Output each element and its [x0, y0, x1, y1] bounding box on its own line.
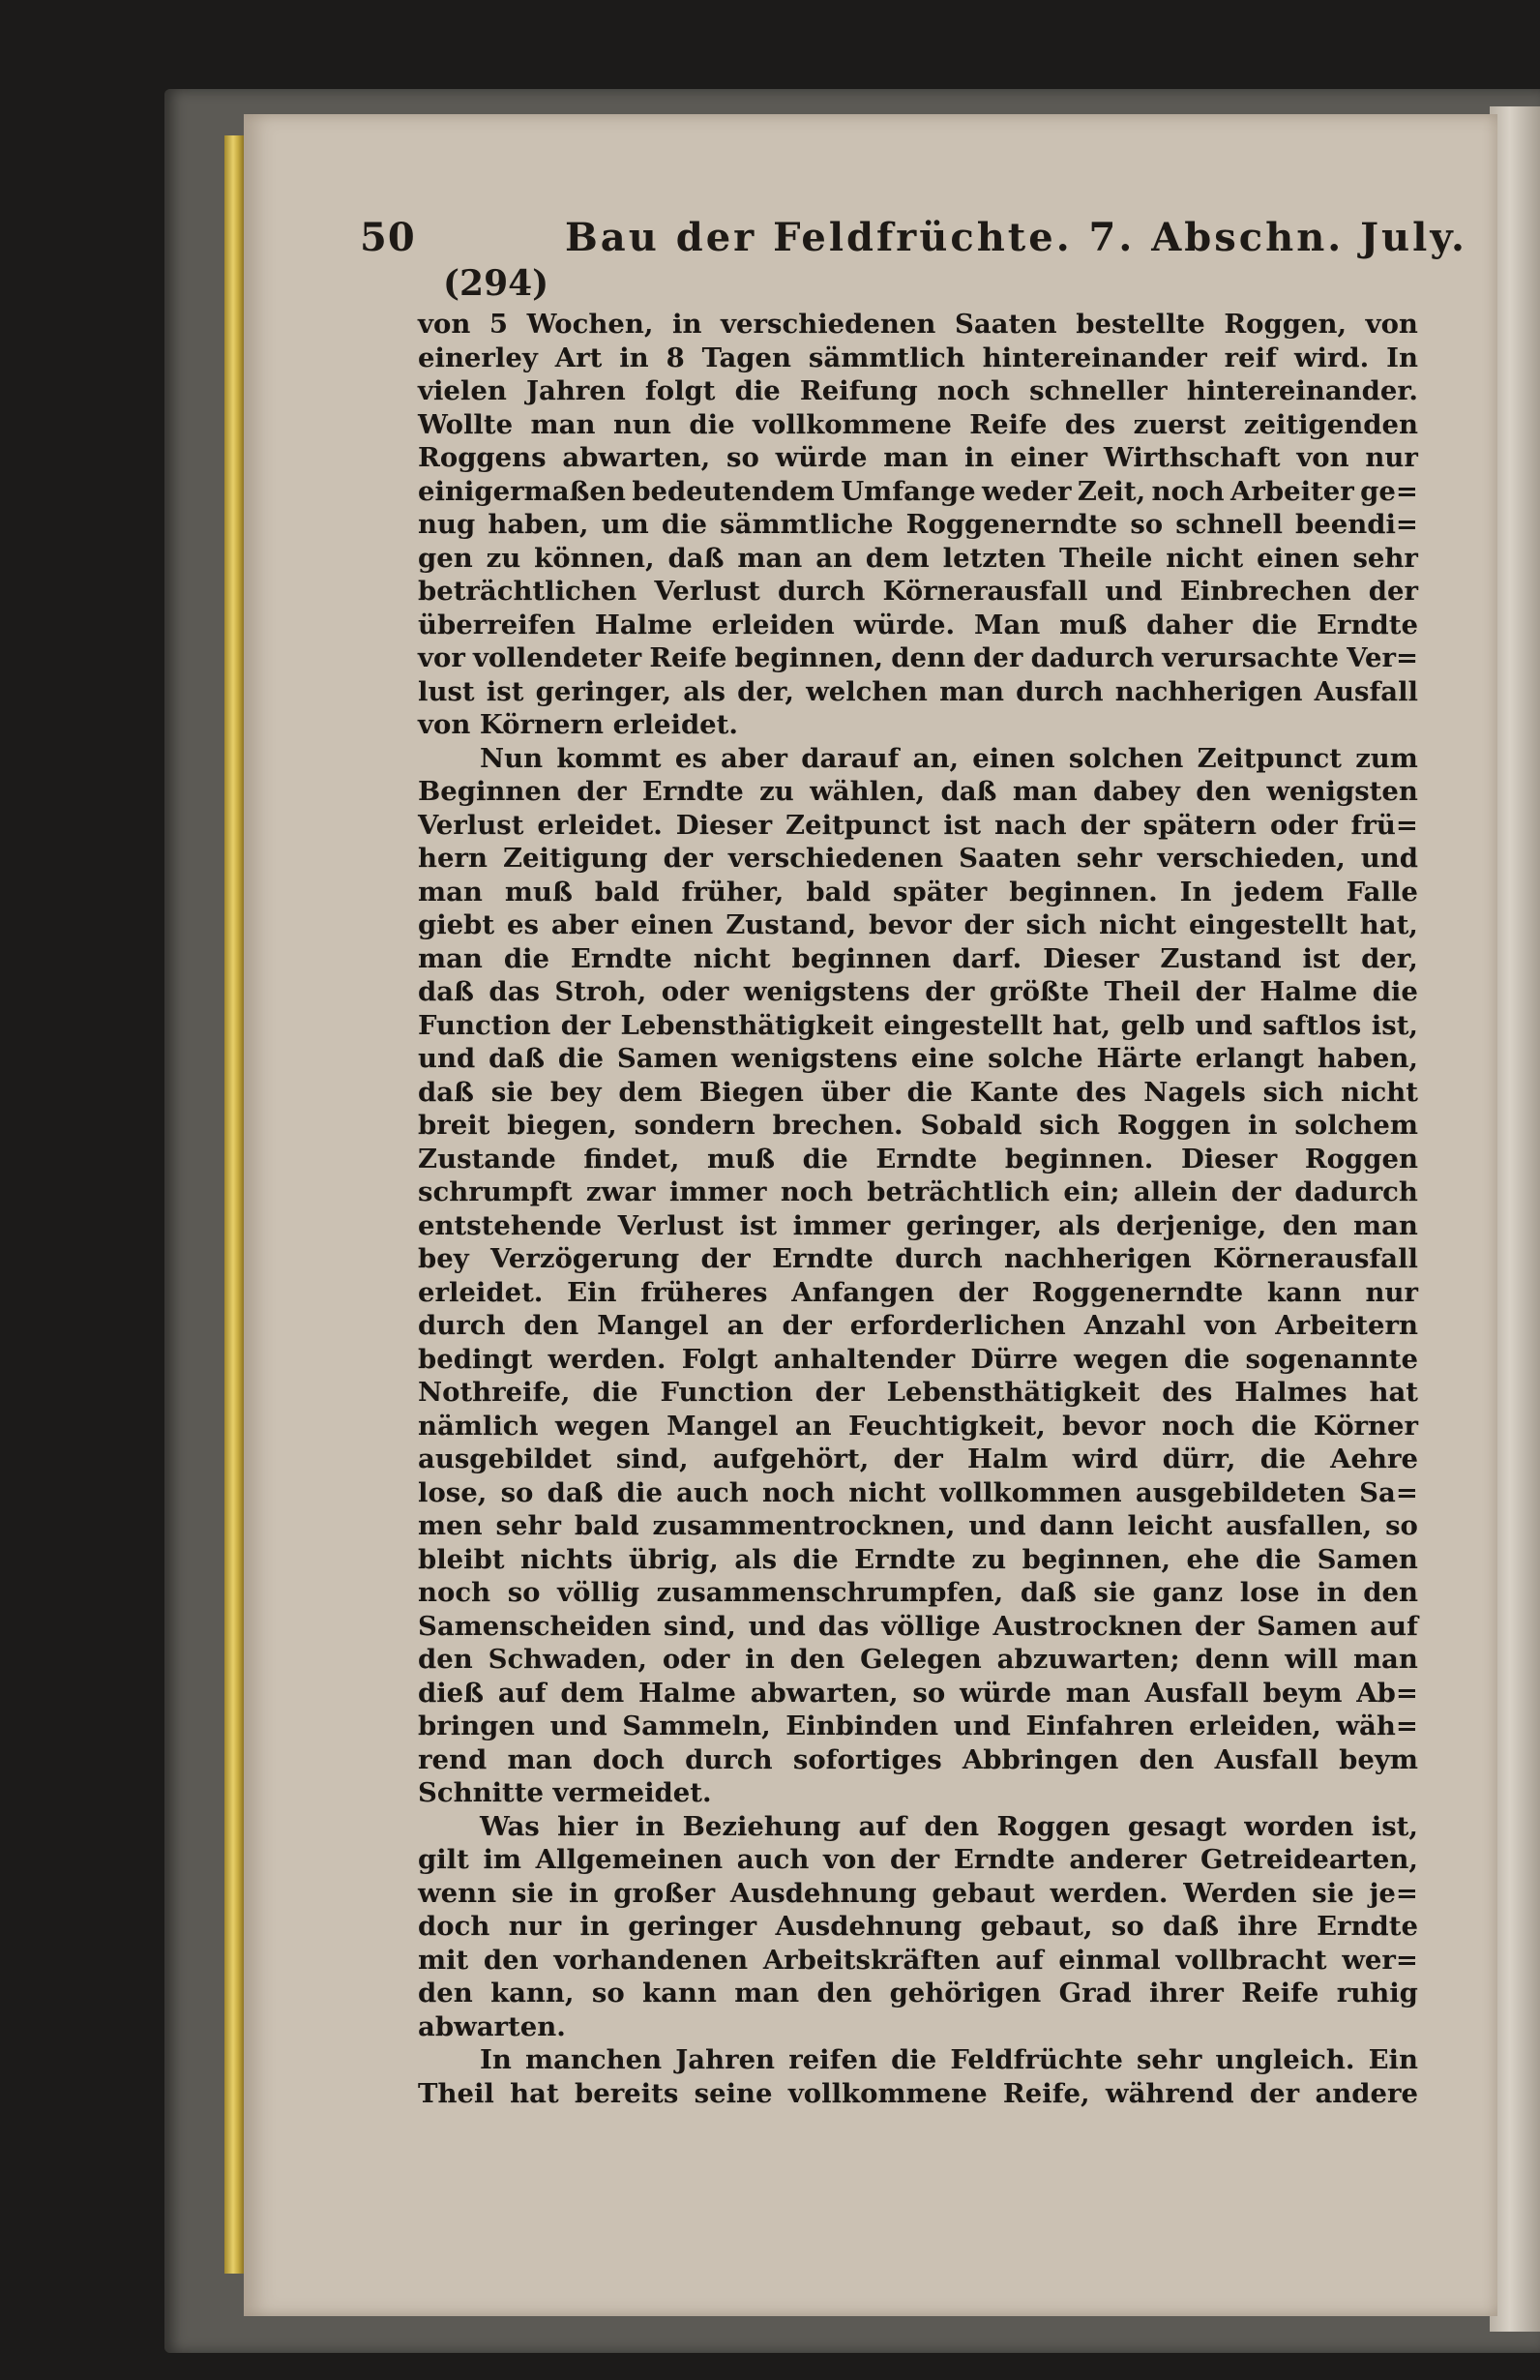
text-line: Theil hat bereits seine vollkommene Reife, während der andere: [418, 2077, 1418, 2109]
text-line: entstehende Verlust ist immer geringer, als derjenige, den man: [418, 1209, 1418, 1241]
text-line: gen zu können, daß man an dem letzten Theile nicht einen sehr: [418, 542, 1418, 574]
text-line: noch so völlig zusammenschrumpfen, daß sie ganz lose in den: [418, 1577, 1418, 1608]
text-line: einerley Art in 8 Tagen sämmtlich hintereinander reif wird. In: [418, 342, 1418, 373]
text-line: doch nur in geringer Ausdehnung gebaut, so daß ihre Erndte: [418, 1911, 1418, 1942]
text-line: Verlust erleidet. Dieser Zeitpunct ist nach der spätern oder frü=: [418, 809, 1418, 841]
text-line: In manchen Jahren reifen die Feldfrüchte sehr ungleich. Ein: [480, 2044, 1418, 2075]
text-line: einigermaßen bedeutendem Umfange weder Zeit, noch Arbeiter ge=: [418, 475, 1418, 507]
text-line: nämlich wegen Mangel an Feuchtigkeit, bevor noch die Körner: [418, 1410, 1418, 1442]
text-line: daß das Stroh, oder wenigstens der größte Theil der Halme die: [418, 976, 1418, 1007]
text-line: hern Zeitigung der verschiedenen Saaten sehr verschieden, und: [418, 843, 1418, 874]
text-line: überreifen Halme erleiden würde. Man muß daher die Erndte: [418, 609, 1418, 640]
text-line: Wollte man nun die vollkommene Reife des zuerst zeitigenden: [418, 408, 1418, 440]
text-line: von Körnern erleidet.: [418, 709, 738, 740]
text-line: bedingt werden. Folgt anhaltender Dürre wegen die sogenannte: [418, 1343, 1418, 1375]
text-line: bey Verzögerung der Erndte durch nachherigen Körnerausfall: [418, 1243, 1418, 1274]
text-line: Schnitte vermeidet.: [418, 1777, 712, 1808]
text-line: abwarten.: [418, 2010, 566, 2042]
sheet-number: (294): [443, 263, 549, 304]
text-line: durch den Mangel an der erforderlichen Anzahl von Arbeitern: [418, 1310, 1418, 1341]
text-line: breit biegen, sondern brechen. Sobald sich Roggen in solchem: [418, 1110, 1418, 1141]
text-line: rend man doch durch sofortiges Abbringen den Ausfall beym: [418, 1743, 1418, 1775]
text-line: beträchtlichen Verlust durch Körnerausfall und Einbrechen der: [418, 576, 1418, 607]
page-number: 50: [360, 215, 416, 260]
text-line: dieß auf dem Halme abwarten, so würde man Ausfall beym Ab=: [418, 1677, 1418, 1709]
text-line: men sehr bald zusammentrocknen, und dann leicht ausfallen, so: [418, 1510, 1418, 1541]
page-header: [360, 215, 1467, 269]
text-line: Function der Lebensthätigkeit eingestellt hat, gelb und saftlos ist,: [418, 1009, 1418, 1041]
text-line: und daß die Samen wenigstens eine solche Härte erlangt haben,: [418, 1043, 1418, 1074]
text-line: nug haben, um die sämmtliche Roggenerndte so schnell beendi=: [418, 509, 1418, 540]
text-line: Beginnen der Erndte zu wählen, daß man dabey den wenigsten: [418, 776, 1418, 807]
text-line: Roggens abwarten, so würde man in einer Wirthschaft von nur: [418, 442, 1418, 473]
gilt-page-edge: [224, 135, 244, 2274]
text-line: von 5 Wochen, in verschiedenen Saaten bestellte Roggen, von: [418, 309, 1418, 340]
text-line: Nothreife, die Function der Lebensthätigkeit des Halmes hat: [418, 1377, 1418, 1408]
text-line: bleibt nichts übrig, als die Erndte zu beginnen, ehe die Samen: [418, 1543, 1418, 1575]
text-line: bringen und Sammeln, Einbinden und Einfahren erleiden, wäh=: [418, 1711, 1418, 1741]
text-line: vor vollendeter Reife beginnen, denn der dadurch verursachte Ver=: [418, 642, 1418, 673]
text-line: den kann, so kann man den gehörigen Grad ihrer Reife ruhig: [418, 1978, 1418, 2008]
text-line: wenn sie in großer Ausdehnung gebaut werden. Werden sie je=: [418, 1877, 1418, 1909]
text-line: vielen Jahren folgt die Reifung noch schneller hintereinander.: [418, 375, 1418, 406]
text-line: giebt es aber einen Zustand, bevor der sich nicht eingestellt hat,: [418, 909, 1418, 940]
body-text: [418, 308, 1418, 2110]
text-line: lust ist geringer, als der, welchen man durch nachherigen Ausfall: [418, 675, 1418, 707]
text-line: man die Erndte nicht beginnen darf. Dieser Zustand ist der,: [418, 942, 1418, 974]
text-line: gilt im Allgemeinen auch von der Erndte anderer Getreidearten,: [418, 1844, 1418, 1875]
text-line: lose, so daß die auch noch nicht vollkommen ausgebildeten Sa=: [418, 1476, 1418, 1508]
text-line: schrumpft zwar immer noch beträchtlich ein; allein der dadurch: [418, 1176, 1418, 1207]
text-line: Samenscheiden sind, und das völlige Austrocknen der Samen auf: [418, 1610, 1418, 1642]
text-line: Nun kommt es aber darauf an, einen solchen Zeitpunct zum: [480, 742, 1418, 774]
text-line: erleidet. Ein früheres Anfangen der Roggenerndte kann nur: [418, 1276, 1418, 1308]
running-title: Bau der Feldfrüchte. 7. Abschn. July.: [565, 215, 1467, 260]
text-line: mit den vorhandenen Arbeitskräften auf einmal vollbracht wer=: [418, 1944, 1418, 1976]
text-line: ausgebildet sind, aufgehört, der Halm wird dürr, die Aehre: [418, 1443, 1418, 1474]
text-line: man muß bald früher, bald später beginnen. In jedem Falle: [418, 876, 1418, 907]
text-line: Was hier in Beziehung auf den Roggen gesagt worden ist,: [480, 1810, 1418, 1842]
text-line: Zustande findet, muß die Erndte beginnen. Dieser Roggen: [418, 1143, 1418, 1175]
text-line: daß sie bey dem Biegen über die Kante des Nagels sich nicht: [418, 1076, 1418, 1108]
text-line: den Schwaden, oder in den Gelegen abzuwarten; denn will man: [418, 1644, 1418, 1675]
